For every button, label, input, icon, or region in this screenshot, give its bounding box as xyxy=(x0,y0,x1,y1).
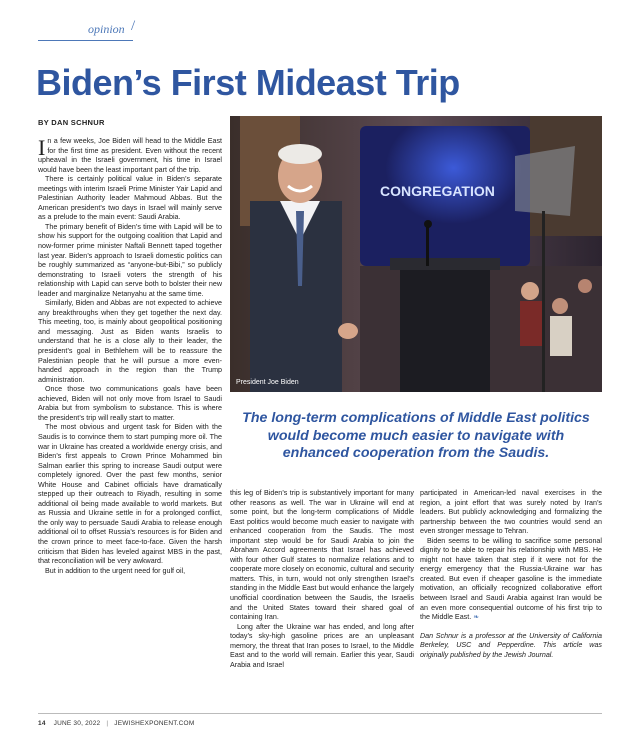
section-label: opinion xyxy=(88,22,125,36)
svg-text:CONGREGATION: CONGREGATION xyxy=(380,183,495,199)
article-paragraph: Similarly, Biden and Abbas are not expected to achieve any breakthroughs when they get together the next day. This meeting, too, is mainly about geopolitical positioning and messaging. Just as Biden wants Israelis to understand that he is a close ally to their leader, the president’s goal in Bethlehem will be to reassure the Palestinian people that he will pursue a more even-handed approach in the region than the Trump administration. xyxy=(38,299,222,384)
article-paragraph: The most obvious and urgent task for Biden with the Saudis is to convince them to start pumping more oil. The war in Ukraine has created a worldwide energy crisis, and Biden’s first appeals to Crown Prince Mohammed bin Salman earlier this spring to increase Saudi output were completely ignored. Over the past few months, senior White House and Cabinet officials have dramatically stepped up their outreach to Riyadh, resulting in some additional oil being made available to world markets. But as Russia and Ukraine settle in for a prolonged conflict, the only way to persuade Saudi Arabia to release enough additional oil to offset Russia’s resources is for Biden and the crown prince to meet face-to-face. Given the harsh criticism that Biden has leveled against MBS in the past, that reconciliation will be very awkward. xyxy=(38,423,222,566)
article-paragraph: But in addition to the urgent need for gulf oil, xyxy=(45,566,186,575)
publication-site: JEWISHEXPONENT.COM xyxy=(114,720,195,727)
article-paragraph: Long after the Ukraine war has ended, and long after today’s sky-high gasoline prices are an unpleasant memory, the threat that Iran poses to Israel, to the Middle East and to the world will remain. Earlier this year, Saudi Arabia and Israel xyxy=(230,622,414,669)
section-slash: / xyxy=(131,18,136,34)
author-bio-text: Dan Schnur is a professor at the University of California Berkeley, USC and Pepperdine. This article was originally published by the Jewish Journal. xyxy=(420,631,602,659)
section-rule xyxy=(38,40,133,41)
article-paragraph: In a few weeks, Joe Biden will head to the Middle East for the first time as president. Even without the recent upheaval in the Israeli government, his time in Israel would have been the least important part of the trip. xyxy=(38,135,222,174)
page-number: 14 xyxy=(38,720,46,727)
byline: BY DAN SCHNUR xyxy=(38,118,105,127)
article-column-1 xyxy=(38,137,222,576)
headline: Biden’s First Mideast Trip xyxy=(36,62,460,103)
photo-caption: President Joe Biden xyxy=(236,379,299,386)
article-paragraph: this leg of Biden’s trip is substantively important for many other reasons as well. The war in Ukraine will end at some point, but the long-term complications of Middle East politics would become much easier to navigate with enhanced cooperation from the Saudis. The most important step would be for Saudi Arabia to join the Abraham Accord agreements that Israel has achieved with four other Gulf states to normalize relations and to cooperate more closely on economic, cultural and security matters. This, in turn, would not only strengthen Israel’s standing in the Middle East but would enhance the largely unofficial coordination between the Saudis, the Israelis and the United States toward their shared goal of containing Iran. xyxy=(230,489,414,622)
page-footer xyxy=(38,720,194,727)
article-column-2 xyxy=(230,489,414,670)
article-paragraph: The primary benefit of Biden’s time with Lapid will be to show his support for the outgoing coalition that Lapid and now-former prime minister Naftali Bennett taped together last year. Biden’s approach to Israeli domestic politics can be roughly summarized as “anyone-but-Bibi,” so publicly demonstrating to Israeli voters the strength of his relationship with Lapid can serve both to bolster their new leader and marginalize Netanyahu at the same time. xyxy=(38,222,222,298)
pull-quote: The long-term complications of Middle East politics would become much easier to navigate with enhanced cooperation from the Saudis. xyxy=(242,410,590,461)
article-paragraph: There is certainly political value in Biden’s separate meetings with interim Israeli Prime Minister Yair Lapid and Palestinian Authority leader Mahmoud Abbas. But the American president’s two days in Israel will mainly serve as a prelude to the main event: Saudi Arabia. xyxy=(38,175,222,222)
end-mark-icon: ❧ xyxy=(473,613,480,622)
author-bio xyxy=(420,632,602,661)
article-paragraph: participated in American-led naval exercises in the region, a joint effort that was surely noted by Iran’s leaders. But publicly acknowledging and formalizing the partnership between the two countries would send an even stronger message to Tehran. xyxy=(420,489,602,536)
article-column-3 xyxy=(420,489,602,660)
article-paragraph: Biden seems to be willing to sacrifice some personal dignity to be able to repair his relationship with MBS. He might not have taken that step if it were not for the energy emergency that the Russia-Ukraine war has created. But even if cheaper gasoline is the immediate motivation, an officially recognized collaborative effort between Israel and Saudi Arabia against Iran would be an even more consequential outcome of his first trip to the Middle East. ❧ xyxy=(420,536,602,622)
article-photo xyxy=(230,116,602,392)
drop-cap: I xyxy=(38,135,46,160)
photo-president-biden xyxy=(230,116,602,392)
issue-date: JUNE 30, 2022 xyxy=(53,720,101,727)
footer-separator: | xyxy=(106,720,109,727)
article-paragraph: Once those two communications goals have been achieved, Biden will not only move from Israel to Saudi Arabia but from symbolism to substance. This is where the president’s trip will really start to matter. xyxy=(38,385,222,422)
footer-rule xyxy=(38,713,602,714)
